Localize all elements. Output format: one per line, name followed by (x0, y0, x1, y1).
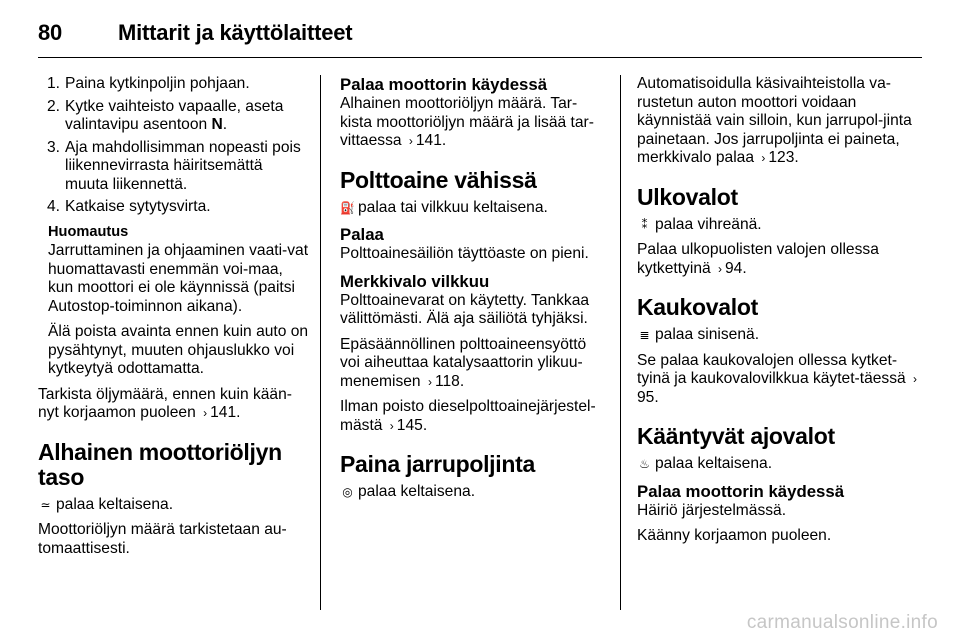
ref-arrow-icon: › (761, 151, 766, 165)
paragraph: Palaa ulkopuolisten valojen ollessa kytkettyinä › 94. (637, 241, 879, 277)
subsection-heading: Palaa (340, 225, 384, 244)
fuel-icon: ⛽ (340, 200, 355, 215)
paragraph: Alhainen moottoriöljyn määrä. Tar-kista moottoriöljyn määrä ja lisää tar-vittaessa › 141. (340, 95, 594, 149)
steps-list (38, 75, 310, 217)
ref-arrow-icon: › (718, 261, 722, 276)
paragraph: Polttoainesäiliön täyttöaste on pieni. (340, 245, 589, 262)
page-number: 80 (38, 20, 63, 45)
paragraph: Automatisoidulla käsivaihteistolla va-rustetun auton moottori voidaan käynnistää vain silloin, kun jarrupol-jinta painetaan. Jos jarrupoljinta ei paineta, merkkivalo palaa › 123. (637, 75, 912, 166)
ref-arrow-icon: › (427, 374, 432, 389)
note-paragraph: Jarruttaminen ja ohjaaminen vaati-vat huomattavasti enemmän voi-maa, kun moottori ei ole käynnissä (paitsi Autostop-toiminnon aikana). (48, 242, 309, 315)
section-heading: Polttoaine vähissä (340, 166, 537, 193)
oil-level-icon: ≃ (40, 497, 51, 512)
paragraph: Se palaa kaukovalojen ollessa kytket-tyinä ja kaukovalovilkkua käytet-täessä ›95. (637, 351, 918, 406)
section-heading: Alhainen moottoriöljyn taso (38, 438, 282, 490)
paragraph: ≣ palaa sinisenä. (637, 326, 927, 345)
section-heading: Kaukovalot (637, 294, 758, 320)
ref-arrow-icon: › (913, 372, 918, 386)
paragraph: ⛽ palaa tai vilkkuu keltaisena. (340, 198, 548, 216)
list-item: 3. Aja mahdollisimman nopeasti pois liikennevirrasta häiritsemättä muuta liikennettä. (47, 138, 301, 193)
subsection-heading: Merkkivalo vilkkuu (340, 271, 490, 291)
section-heading: Ulkovalot (637, 183, 738, 210)
page-ref[interactable]: 118 (434, 372, 460, 390)
paragraph: Ilman poisto dieselpolttoainejärjestel-mästä › 145. (340, 398, 596, 434)
page-ref[interactable]: 94 (725, 259, 743, 277)
watermark: carmanualsonline.info (746, 612, 938, 633)
cornering-light-icon: ♨ (639, 457, 650, 471)
ref-arrow-icon: › (203, 406, 208, 420)
list-item: 2. Kytke vaihteisto vapaalle, aseta valintavipu asentoon N. (47, 97, 284, 133)
paragraph: ♨ palaa keltaisena. (637, 455, 927, 474)
paragraph: ⁑ palaa vihreänä. (637, 216, 927, 235)
list-item: 4. Katkaise sytytysvirta. (47, 198, 211, 215)
page-header (38, 14, 922, 50)
ref-arrow-icon: › (389, 418, 394, 433)
page-ref[interactable]: 145 (396, 416, 423, 434)
paragraph: Epäsäännöllinen polttoaineensyöttö voi aiheuttaa katalysaattorin ylikuu-menemisen › 118. (340, 335, 587, 390)
header-rule (38, 57, 922, 58)
section-heading: Paina jarrupoljinta (340, 451, 535, 477)
page-ref[interactable]: 141 (210, 404, 237, 421)
list-item: 1. Paina kytkinpoljin pohjaan. (47, 75, 250, 92)
paragraph: Moottoriöljyn määrä tarkistetaan au-tomaattisesti. (38, 521, 287, 557)
paragraph: Polttoainevarat on käytetty. Tankkaa välittömästi. Älä aja säiliötä tyhjäksi. (340, 291, 590, 327)
column-1 (38, 75, 310, 565)
paragraph: ≃ palaa keltaisena. (38, 496, 310, 515)
column-divider (620, 75, 621, 610)
page-ref[interactable]: 123 (768, 149, 795, 166)
page-ref[interactable]: 141 (415, 132, 442, 149)
note-block (38, 223, 310, 379)
note-paragraph: Älä poista avainta ennen kuin auto on pysähtynyt, muuten ohjauslukko voi kytkeytyä odottamatta. (48, 323, 309, 377)
high-beam-icon: ≣ (639, 328, 650, 342)
column-divider (320, 75, 321, 610)
page-title: Mittarit ja käyttölaitteet (118, 20, 353, 45)
paragraph: Häiriö järjestelmässä. (637, 501, 787, 519)
paragraph: Käänny korjaamon puoleen. (637, 527, 832, 544)
exterior-lights-icon: ⁑ (641, 217, 648, 232)
column-2 (340, 75, 608, 509)
column-3 (637, 75, 927, 553)
page-ref[interactable]: 95 (637, 388, 655, 406)
paragraph: ◎ palaa keltaisena. (340, 483, 608, 502)
section-heading: Kääntyvät ajovalot (637, 423, 835, 449)
subsection-heading: Palaa moottorin käydessä (340, 75, 548, 94)
note-title: Huomautus (48, 223, 129, 240)
brake-pedal-icon: ◎ (342, 485, 353, 499)
subsection-heading: Palaa moottorin käydessä (637, 481, 845, 501)
paragraph: Tarkista öljymäärä, ennen kuin kään-nyt korjaamon puoleen › 141. (38, 385, 292, 421)
ref-arrow-icon: › (408, 134, 413, 148)
